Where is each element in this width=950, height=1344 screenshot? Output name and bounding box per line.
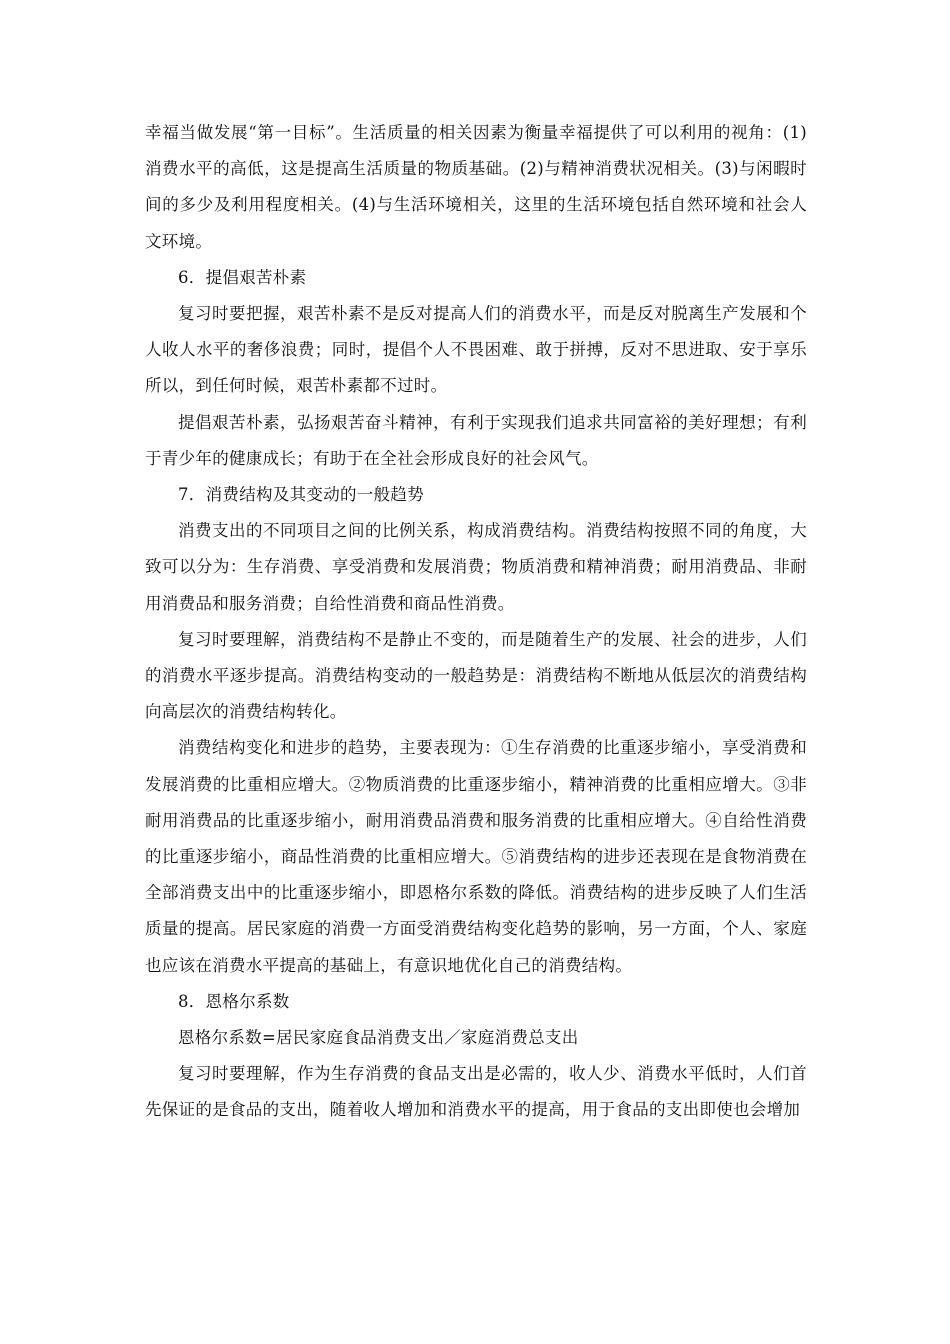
paragraph-frugality-benefits: 提倡艰苦朴素，弘扬艰苦奋斗精神，有利于实现我们追求共同富裕的美好理想；有利于青少年的健康成长；有助于在全社会形成良好的社会风气。 [145,412,807,468]
paragraph-engel-review: 复习时要理解，作为生存消费的食品支出是必需的，收人少、消费水平低时，人们首先保证的是食品的支出，随着收人增加和消费水平的提高，用于食品的支出即使也会增加 [145,1064,807,1120]
section-heading-6: 6．提倡艰苦朴素 [178,267,307,287]
section-heading-7: 7．消费结构及其变动的一般趋势 [178,485,424,505]
paragraph-engel-formula: 恩格尔系数=居民家庭食品消费支出／家庭消费总支出 [178,1028,579,1048]
paragraph-structure-trend: 复习时要理解，消费结构不是静止不变的，而是随着生产的发展、社会的进步，人们的消费水平逐步提高。消费结构变动的一般趋势是：消费结构不断地从低层次的消费结构向高层次的消费结构转化。 [145,629,807,722]
paragraph-frugality-review: 复习时要把握，艰苦朴素不是反对提高人们的消费水平，而是反对脱离生产发展和个人收人水平的奢侈浪费；同时，提倡个人不畏困难、敢于拼搏，反对不思进取、安于享乐所以，到任何时候，艰苦朴素都不过时。 [145,304,807,396]
paragraph-consumption-structure: 消费支出的不同项目之间的比例关系，构成消费结构。消费结构按照不同的角度，大致可以分为：生存消费、享受消费和发展消费；物质消费和精神消费；耐用消费品、非耐用消费品和服务消费；自给性消费和商品性消费。 [145,521,807,613]
section-heading-8: 8．恩格尔系数 [178,991,290,1011]
document-page [145,115,807,1129]
paragraph-life-quality: 幸福当做发展“第一目标”。生活质量的相关因素为衡量幸福提供了可以利用的视角：(1)消费水平的高低，这是提高生活质量的物质基础。(2)与精神消费状况相关。(3)与闲暇时间的多少及利用程度相关。(4)与生活环境相关，这里的生活环境包括自然环境和社会人文环境。 [145,123,807,251]
paragraph-structure-progress: 消费结构变化和进步的趋势，主要表现为：①生存消费的比重逐步缩小，享受消费和发展消费的比重相应增大。②物质消费的比重逐步缩小，精神消费的比重相应增大。③非耐用消费品的比重逐步缩小，耐用消费品消费和服务消费的比重相应增大。④自给性消费的比重逐步缩小，商品性消费的比重相应增大。⑤消费结构的进步还表现在是食物消费在全部消费支出中的比重逐步缩小，即恩格尔系数的降低。消费结构的进步反映了人们生活质量的提高。居民家庭的消费一方面受消费结构变化趋势的影响，另一方面，个人、家庭也应该在消费水平提高的基础上，有意识地优化自己的消费结构。 [145,738,807,975]
